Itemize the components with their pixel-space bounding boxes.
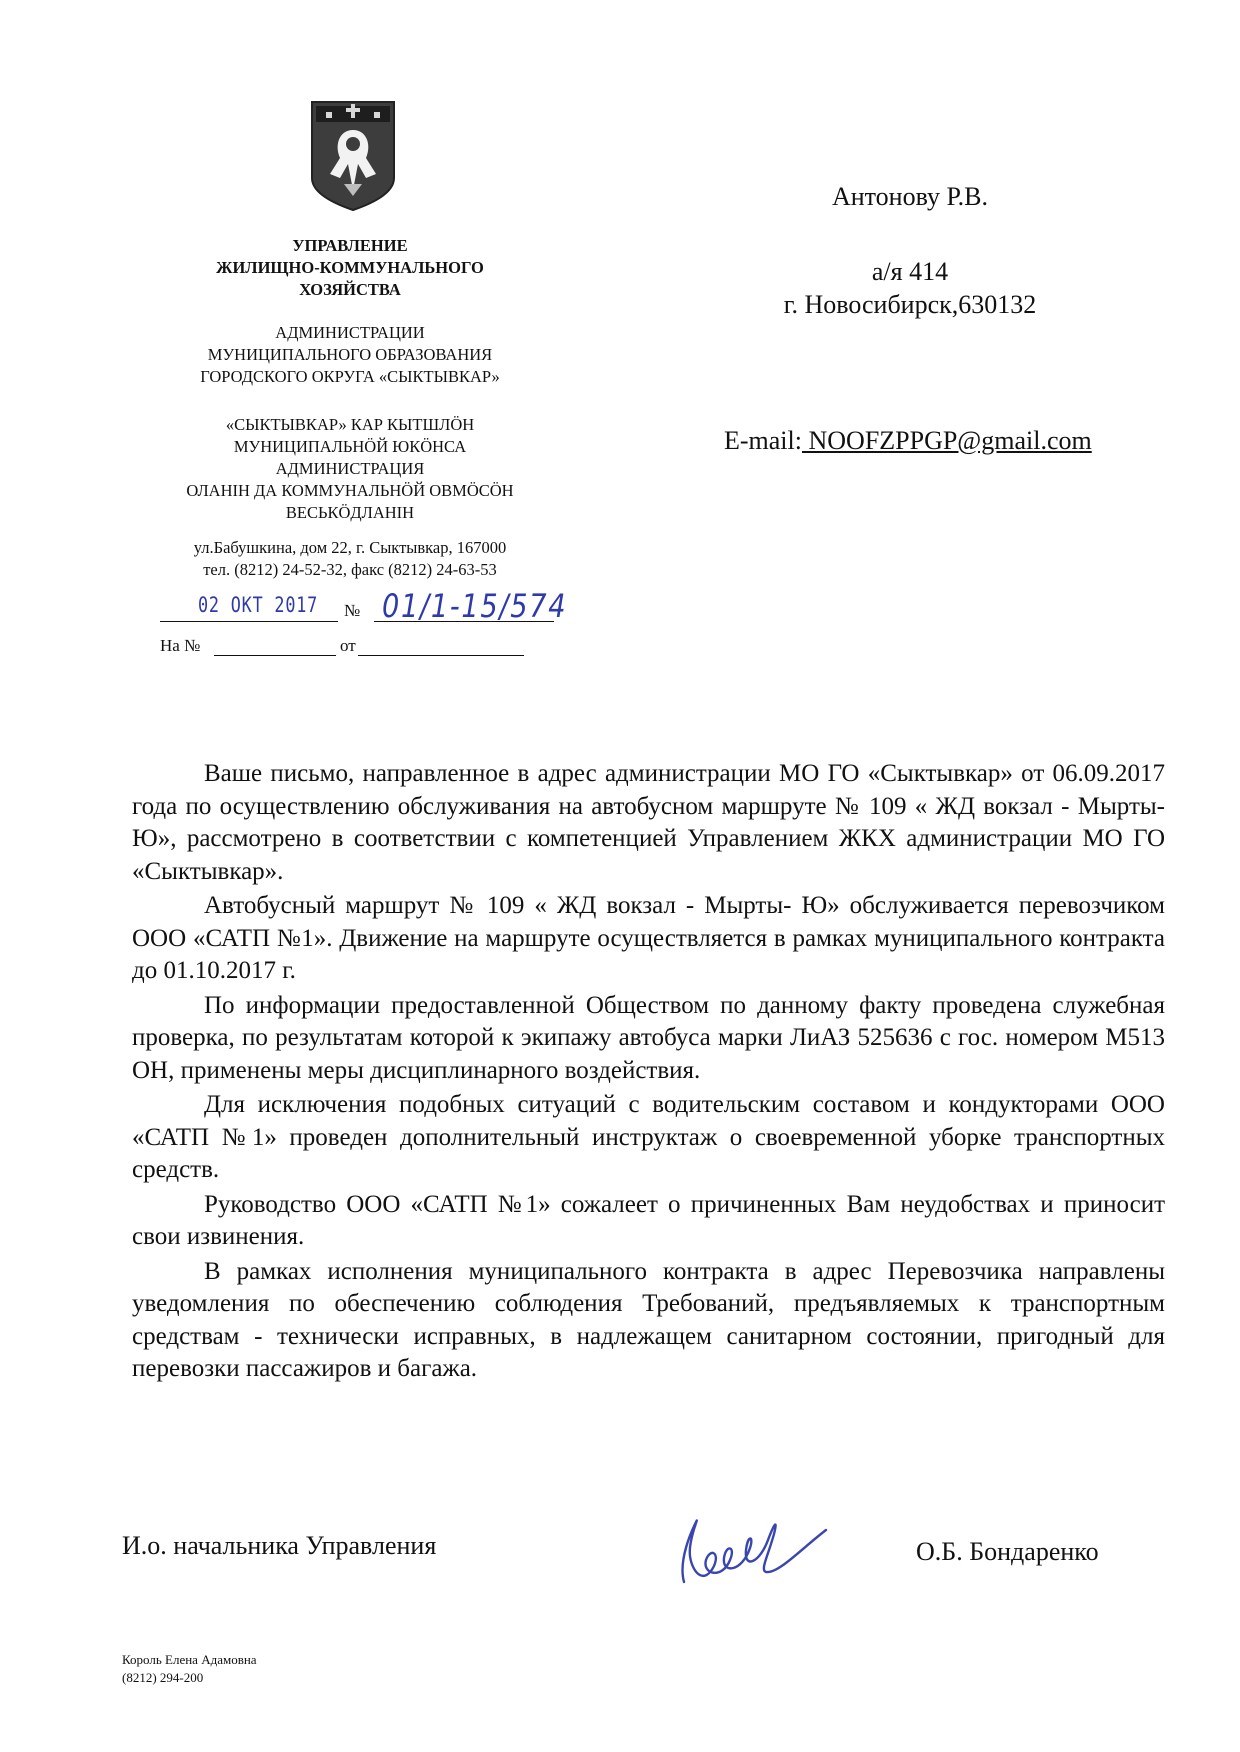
- recipient-name: Антонову Р.В.: [831, 182, 989, 211]
- sender-admin-ru: [120, 322, 580, 388]
- org-line: УПРАВЛЕНИЕ: [292, 236, 408, 255]
- admin-line: МУНИЦИПАЛЬНОГО ОБРАЗОВАНИЯ: [207, 345, 493, 364]
- letter-body: [132, 758, 1165, 1388]
- registration-number: 01/1-15/574: [382, 587, 568, 625]
- body-paragraph: Для исключения подобных ситуаций с водительским составом и кондукторами ООО «САТП №1» проведен дополнительный инструктаж о своевременной уборке транспортных средств.: [132, 1091, 1165, 1183]
- komi-line: АДМИНИСТРАЦИЯ: [275, 459, 425, 478]
- admin-line: АДМИНИСТРАЦИИ: [275, 323, 425, 342]
- signatory-name: О.Б. Бондаренко: [916, 1537, 1099, 1566]
- komi-line: ОЛАНIН ДА КОММУНАЛЬНÖЙ ОВМÖСÖН: [186, 481, 514, 500]
- from-blank: [358, 655, 524, 656]
- executor-phone: (8212) 294-200: [122, 1670, 204, 1685]
- on-number-blank: [214, 655, 336, 656]
- sender-address: ул.Бабушкина, дом 22, г. Сыктывкар, 167000: [193, 538, 507, 557]
- body-paragraph: Ваше письмо, направленное в адрес администрации МО ГО «Сыктывкар» от 06.09.2017 года по осуществлению обслуживания на автобусном маршруте № 109 « ЖД вокзал - Мырты- Ю», рассмотрено в соответствии с компетенцией Управлением ЖКХ администрации МО ГО «Сыктывкар».: [132, 760, 1165, 885]
- executor-name: Король Елена Адамовна: [122, 1652, 257, 1667]
- komi-line: «СЫКТЫВКАР» КАР КЫТШЛÖН: [225, 415, 475, 434]
- reference-row: [160, 636, 600, 664]
- sender-contacts: [120, 537, 580, 581]
- sender-org-name: [120, 235, 580, 301]
- komi-line: МУНИЦИПАЛЬНÖЙ ЮКÖНСА: [233, 437, 467, 456]
- recipient-city: г. Новосибирск,630132: [783, 290, 1037, 319]
- recipient-po-box: а/я 414: [871, 257, 949, 286]
- from-label: от: [340, 636, 356, 655]
- number-label: №: [344, 601, 361, 620]
- admin-line: ГОРОДСКОГО ОКРУГА «СЫКТЫВКАР»: [200, 367, 500, 386]
- body-paragraph: По информации предоставленной Обществом по данному факту проведена служебная проверка, по результатам которой к экипажу автобуса марки ЛиАЗ 525636 с гос. номером М513 ОН, применены меры дисциплинарного воздействия.: [132, 991, 1165, 1084]
- body-paragraph: В рамках исполнения муниципального контракта в адрес Перевозчика направлены уведомления по обеспечению соблюдения Требований, предъявляемых к транспортным средствам - технически исправных, в надлежащем санитарном состоянии, пригодный для перевозки пассажиров и багажа.: [132, 1257, 1165, 1382]
- body-paragraph: Руководство ООО «САТП №1» сожалеет о причиненных Вам неудобствах и приносит свои извинения.: [132, 1190, 1165, 1250]
- signatory-position: И.о. начальника Управления: [122, 1531, 437, 1560]
- handwritten-signature: [670, 1500, 830, 1600]
- coat-of-arms-icon: [310, 100, 396, 212]
- email-link[interactable]: NOOFZPPGP@gmail.com: [801, 426, 1092, 455]
- org-line: ХОЗЯЙСТВА: [299, 280, 401, 299]
- sender-phones: тел. (8212) 24-52-32, факс (8212) 24-63-53: [203, 560, 497, 579]
- on-number-label: На №: [160, 636, 201, 655]
- registration-date: 02 ОКТ 2017: [198, 593, 319, 617]
- komi-line: ВЕСЬКÖДЛАНIН: [285, 503, 415, 522]
- executor-info: [122, 1651, 257, 1687]
- registration-row: [160, 587, 600, 629]
- body-paragraph: Автобусный маршрут № 109 « ЖД вокзал - Мырты- Ю» обслуживается перевозчиком ООО «САТП №1». Движение на маршруте осуществляется в рамках муниципального контракта до 01.10.2017 г.: [132, 892, 1165, 984]
- sender-admin-komi: [120, 414, 580, 524]
- org-line: ЖИЛИЩНО-КОММУНАЛЬНОГО: [216, 258, 484, 277]
- recipient-email-line: [724, 426, 1092, 456]
- email-label: E-mail:: [724, 426, 802, 455]
- date-underline: [160, 621, 338, 622]
